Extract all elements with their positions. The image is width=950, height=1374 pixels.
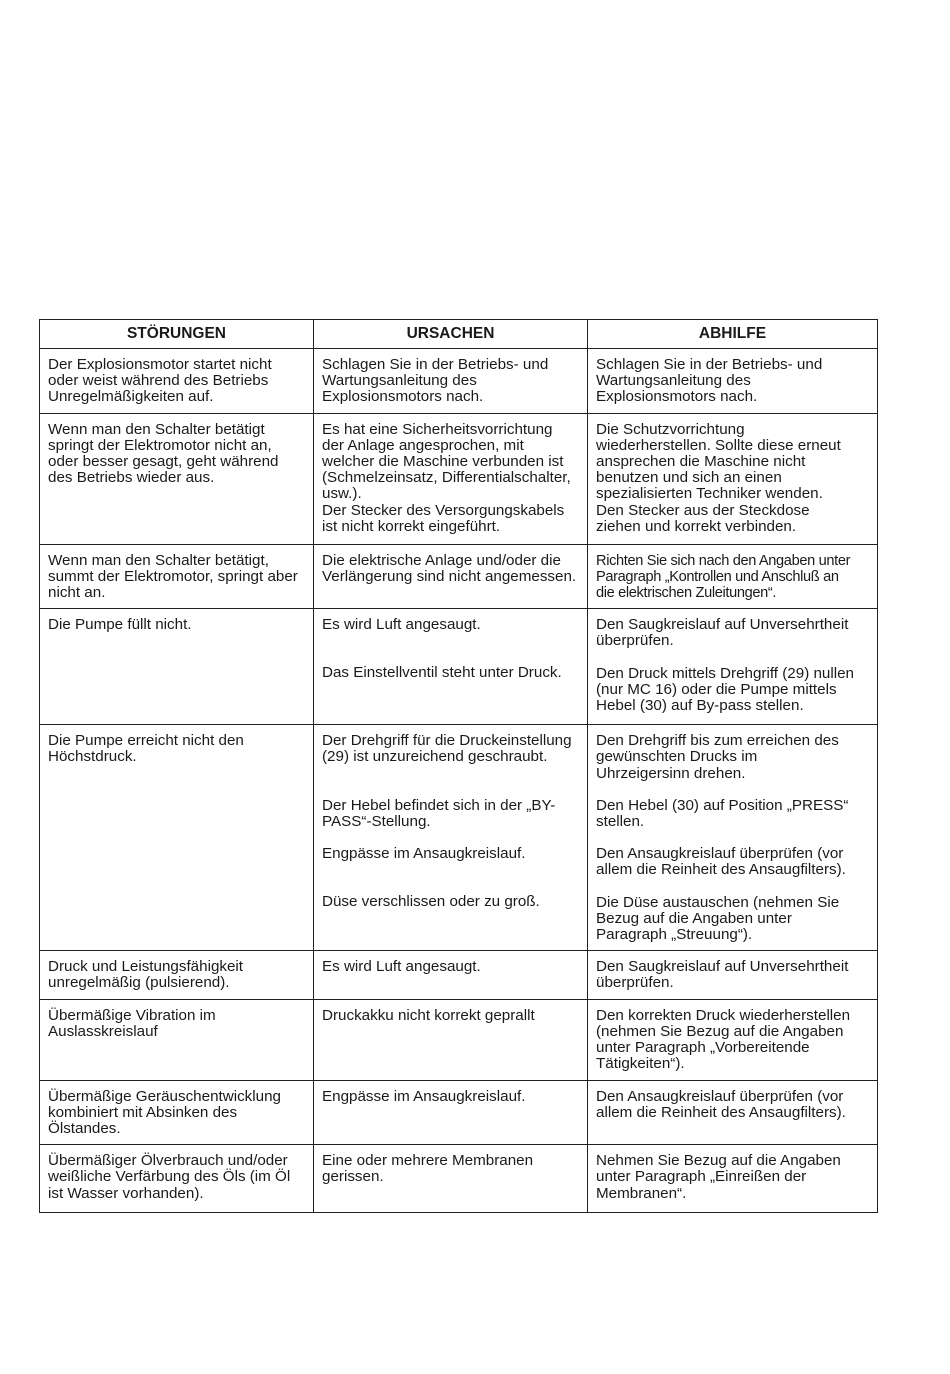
remedy-cell: Richten Sie sich nach den Angaben unter Paragraph „Kontrollen und Anschluß an die elektrischen Zuleitungen“. <box>588 544 878 609</box>
remedy-cell: Den Saugkreislauf auf Unversehrtheit überprüfen. Den Druck mittels Drehgriff (29) nullen (nur MC 16) oder die Pumpe mittels Hebel (30) auf By-pass stellen. <box>588 609 878 725</box>
table-row <box>40 1145 878 1213</box>
problem-cell: Druck und Leistungsfähigkeit unregelmäßig (pulsierend). <box>40 951 314 999</box>
header-problems: STÖRUNGEN <box>40 320 314 349</box>
remedy-cell: Den Ansaugkreislauf überprüfen (vor allem die Reinheit des Ansaugfilters). <box>588 1080 878 1145</box>
problem-cell: Die Pumpe erreicht nicht den Höchstdruck. <box>40 725 314 951</box>
cause-cell: Druckakku nicht korrekt geprallt <box>314 999 588 1080</box>
problem-cell: Übermäßige Vibration im Auslasskreislauf <box>40 999 314 1080</box>
cause-cell: Es wird Luft angesaugt. <box>314 951 588 999</box>
problem-cell: Wenn man den Schalter betätigt springt der Elektromotor nicht an, oder besser gesagt, geht während des Betriebs wieder aus. <box>40 413 314 544</box>
problem-cell: Übermäßiger Ölverbrauch und/oder weißliche Verfärbung des Öls (im Öl ist Wasser vorhanden). <box>40 1145 314 1213</box>
remedy-cell: Nehmen Sie Bezug auf die Angaben unter Paragraph „Einreißen der Membranen“. <box>588 1145 878 1213</box>
remedy-cell: Den korrekten Druck wiederherstellen (nehmen Sie Bezug auf die Angaben unter Paragraph „Vorbereitende Tätigkeiten“). <box>588 999 878 1080</box>
table-row <box>40 999 878 1080</box>
table-row <box>40 951 878 999</box>
cause-cell: Schlagen Sie in der Betriebs- und Wartungsanleitung des Explosionsmotors nach. <box>314 349 588 414</box>
cause-cell: Eine oder mehrere Membranen gerissen. <box>314 1145 588 1213</box>
cause-cell: Engpässe im Ansaugkreislauf. <box>314 1080 588 1145</box>
table-row <box>40 544 878 609</box>
table-row <box>40 609 878 725</box>
table-row <box>40 725 878 951</box>
header-causes: URSACHEN <box>314 320 588 349</box>
remedy-cell: Die Schutzvorrichtung wiederherstellen. Sollte diese erneut ansprechen die Maschine nicht benutzen und sich an einen spezialisierten Techniker wenden. Den Stecker aus der Steckdose ziehen und korrekt verbinden. <box>588 413 878 544</box>
problem-cell: Der Explosionsmotor startet nicht oder weist während des Betriebs Unregelmäßigkeiten auf. <box>40 349 314 414</box>
remedy-cell: Den Saugkreislauf auf Unversehrtheit überprüfen. <box>588 951 878 999</box>
header-remedies: ABHILFE <box>588 320 878 349</box>
problem-cell: Wenn man den Schalter betätigt, summt der Elektromotor, springt aber nicht an. <box>40 544 314 609</box>
problem-cell: Die Pumpe füllt nicht. <box>40 609 314 725</box>
table-header-row <box>40 320 878 349</box>
problem-cell: Übermäßige Geräuschentwicklung kombiniert mit Absinken des Ölstandes. <box>40 1080 314 1145</box>
troubleshooting-table <box>39 319 878 1213</box>
table-row <box>40 1080 878 1145</box>
table-row <box>40 413 878 544</box>
remedy-cell: Schlagen Sie in der Betriebs- und Wartungsanleitung des Explosionsmotors nach. <box>588 349 878 414</box>
remedy-cell: Den Drehgriff bis zum erreichen des gewünschten Drucks im Uhrzeigersinn drehen. Den Hebel (30) auf Position „PRESS“ stellen. Den Ansaugkreislauf überprüfen (vor allem die Reinheit des Ansaugfilters). Die Düse austauschen (nehmen Sie Bezug auf die Angaben unter Paragraph „Streuung“). <box>588 725 878 951</box>
cause-cell: Es wird Luft angesaugt. Das Einstellventil steht unter Druck. <box>314 609 588 725</box>
cause-cell: Der Drehgriff für die Druckeinstellung (29) ist unzureichend geschraubt. Der Hebel befindet sich in der „BY- PASS“-Stellung. Engpässe im Ansaugkreislauf. Düse verschlissen oder zu groß. <box>314 725 588 951</box>
table-row <box>40 349 878 414</box>
cause-cell: Die elektrische Anlage und/oder die Verlängerung sind nicht angemessen. <box>314 544 588 609</box>
cause-cell: Es hat eine Sicherheitsvorrichtung der Anlage angesprochen, mit welcher die Maschine verbunden ist (Schmelzeinsatz, Differentialschalter, usw.). Der Stecker des Versorgungskabels ist nicht korrekt eingeführt. <box>314 413 588 544</box>
